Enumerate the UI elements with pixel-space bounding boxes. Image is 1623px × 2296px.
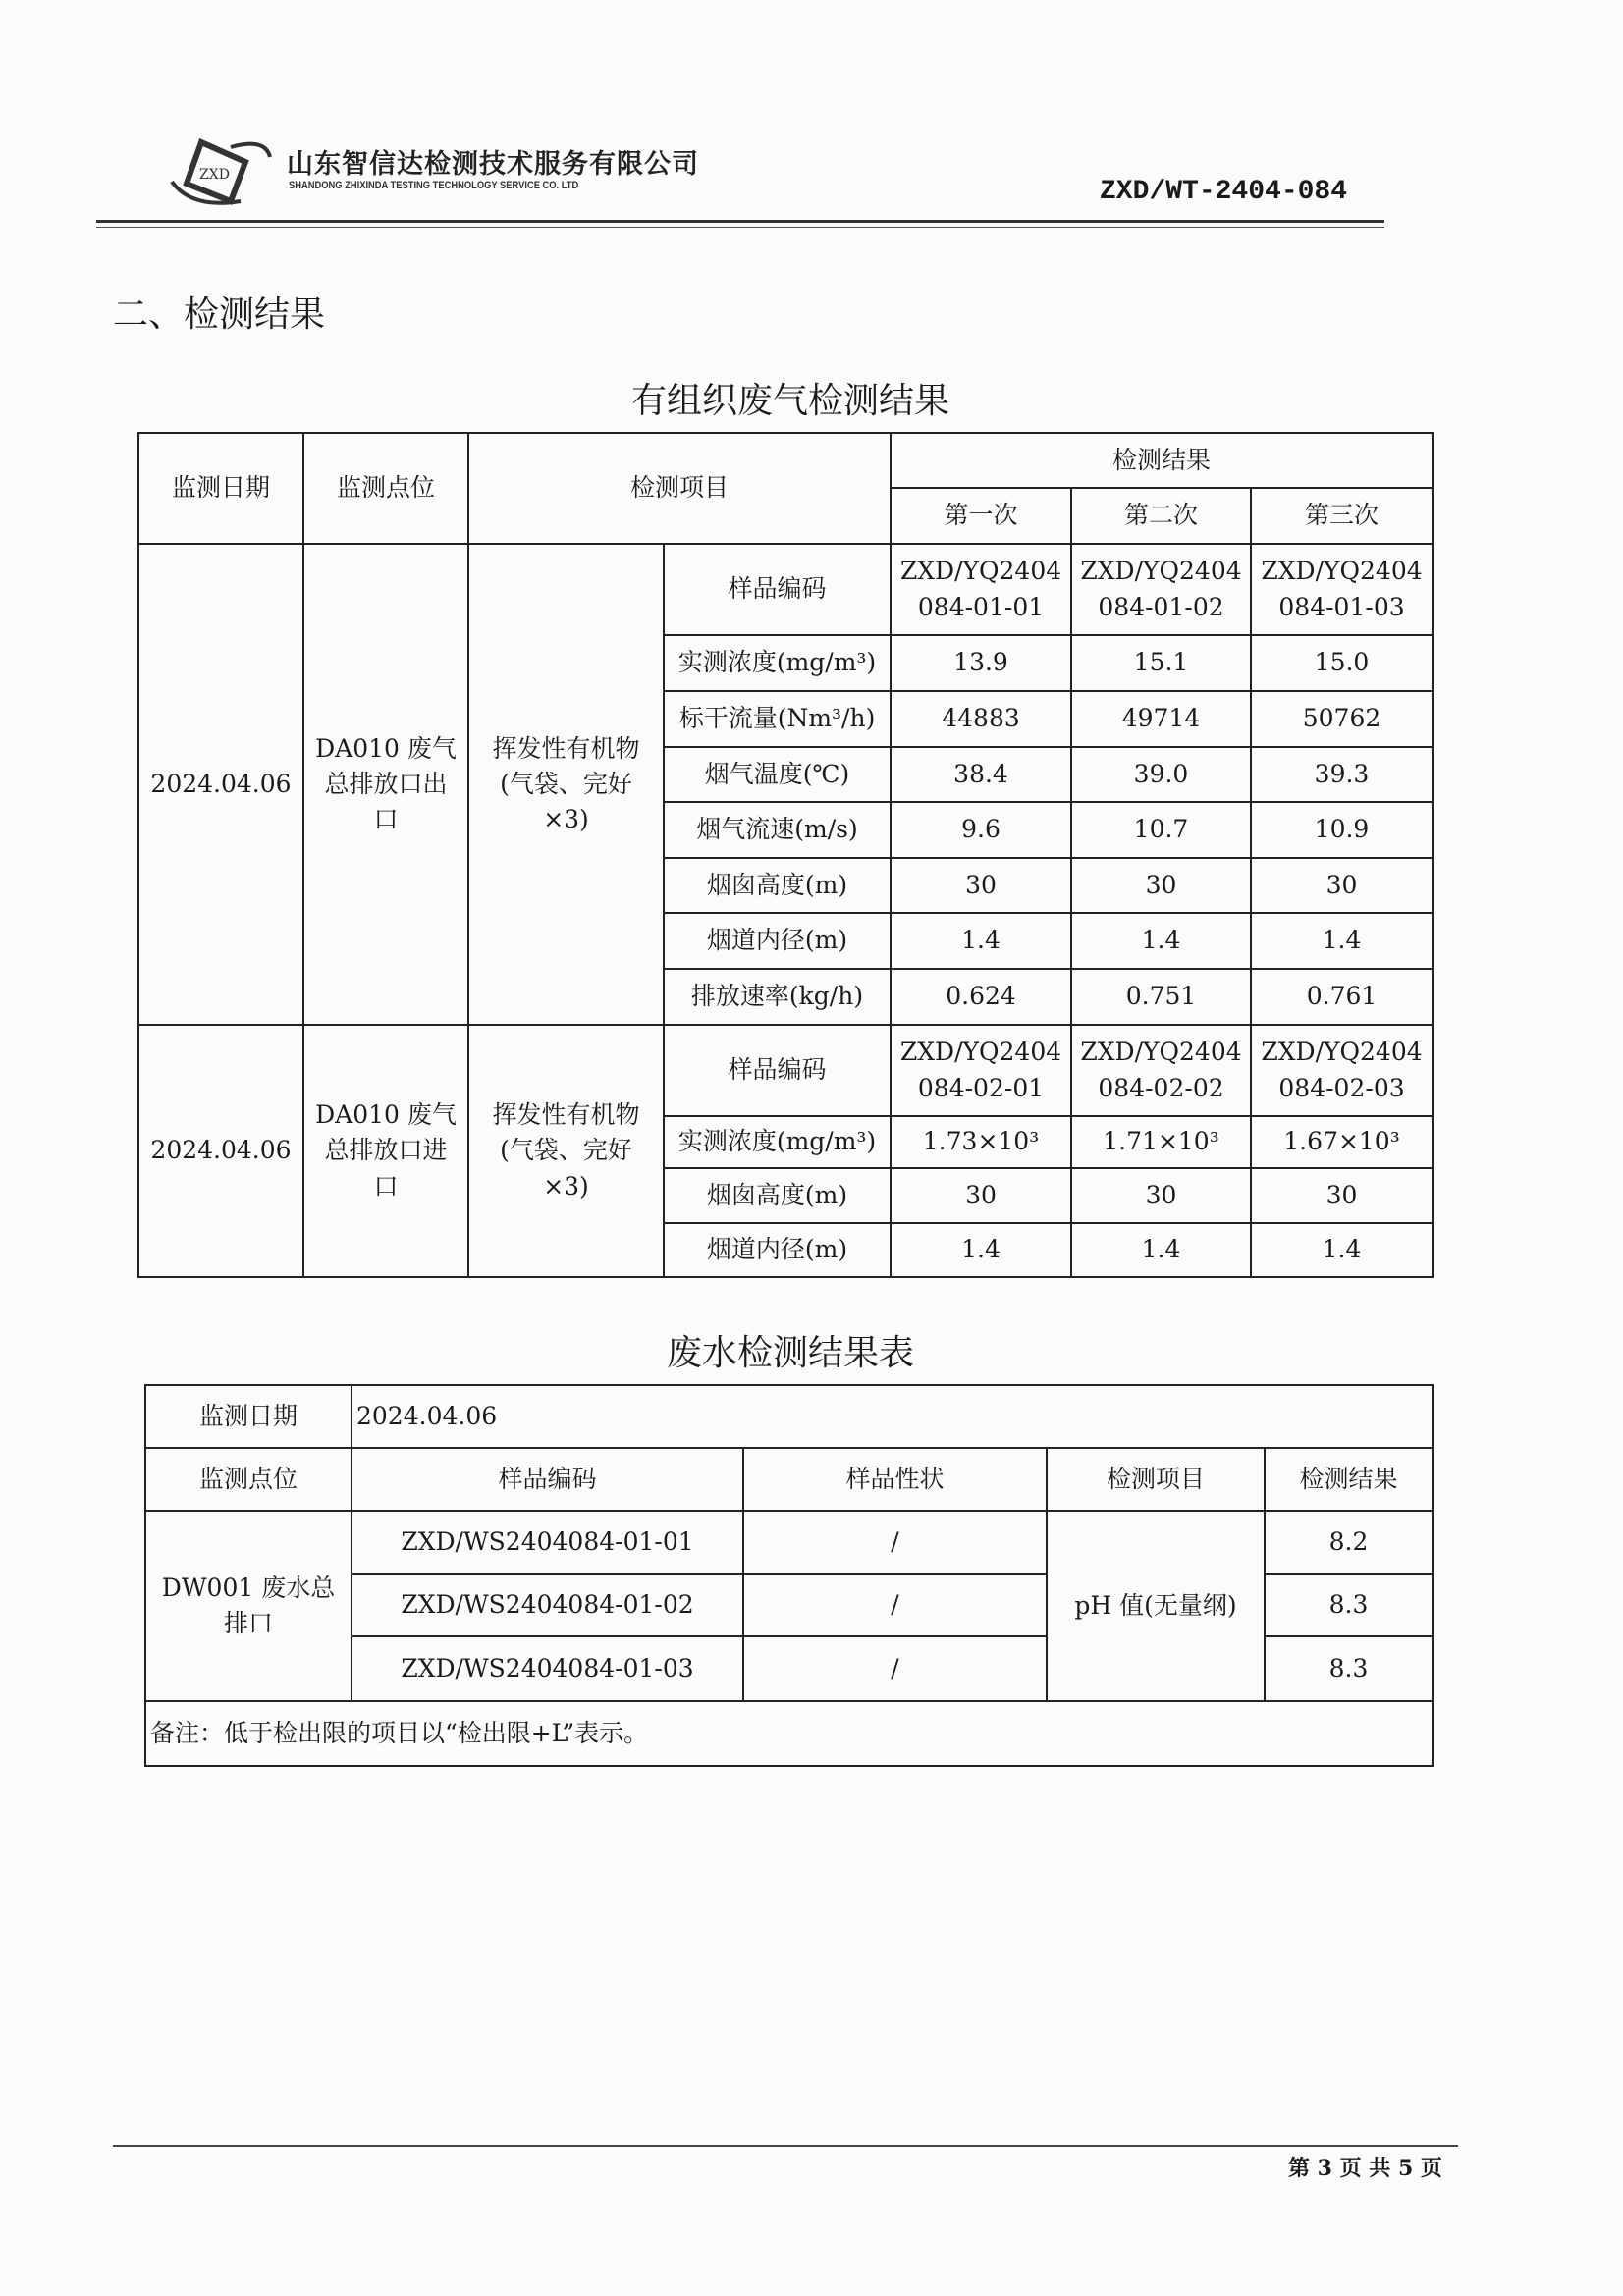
- footer-divider: [113, 2145, 1458, 2147]
- parameter-name: 排放速率(kg/h): [664, 969, 891, 1025]
- company-logo-icon: [162, 133, 280, 211]
- sample-code: ZXD/WS2404084-01-01: [352, 1511, 743, 1574]
- header-point: 监测点位: [303, 433, 468, 544]
- result-value: 1.71×10³: [1071, 1116, 1251, 1168]
- date-label: 监测日期: [145, 1385, 352, 1448]
- note: 备注：低于检出限的项目以“检出限+L”表示。: [145, 1701, 1433, 1766]
- result-value: 15.1: [1071, 635, 1251, 691]
- sample-code: ZXD/WS2404084-01-02: [352, 1574, 743, 1636]
- header-first: 第一次: [891, 488, 1071, 544]
- result-value: 38.4: [891, 747, 1071, 802]
- parameter-name: 标干流量(Nm³/h): [664, 691, 891, 747]
- header-item: 检测项目: [1047, 1448, 1265, 1511]
- sample-code: ZXD/WS2404084-01-03: [352, 1636, 743, 1701]
- header-point: 监测点位: [145, 1448, 352, 1511]
- result-value: 44883: [891, 691, 1071, 747]
- result-value: 10.9: [1251, 802, 1433, 858]
- test-result: 8.3: [1265, 1636, 1433, 1701]
- parameter-name: 烟气流速(m/s): [664, 802, 891, 858]
- header-date: 监测日期: [138, 433, 303, 544]
- test-result: 8.2: [1265, 1511, 1433, 1574]
- result-value: 15.0: [1251, 635, 1433, 691]
- result-value: ZXD/YQ2404084-01-03: [1251, 544, 1433, 635]
- monitor-point: DA010 废气总排放口进口: [303, 1025, 468, 1277]
- header-state: 样品性状: [743, 1448, 1047, 1511]
- svg-text:ZXD: ZXD: [199, 167, 230, 183]
- header-third: 第三次: [1251, 488, 1433, 544]
- header-code: 样品编码: [352, 1448, 743, 1511]
- date-value: 2024.04.06: [352, 1385, 1433, 1448]
- water-results-table: [144, 1384, 1434, 1767]
- header-results: 检测结果: [891, 433, 1433, 488]
- result-value: 13.9: [891, 635, 1071, 691]
- result-value: 30: [1251, 858, 1433, 913]
- result-value: 39.3: [1251, 747, 1433, 802]
- water-table-title: 废水检测结果表: [666, 1333, 914, 1373]
- section-title: 二、检测结果: [113, 294, 326, 335]
- result-value: 1.4: [891, 1223, 1071, 1277]
- test-item: 挥发性有机物(气袋、完好×3): [468, 544, 664, 1025]
- result-value: ZXD/YQ2404084-02-02: [1071, 1025, 1251, 1116]
- gas-results-table: [137, 432, 1434, 1278]
- parameter-name: 烟道内径(m): [664, 913, 891, 969]
- result-value: ZXD/YQ2404084-02-01: [891, 1025, 1071, 1116]
- result-value: 0.751: [1071, 969, 1251, 1025]
- result-value: 1.4: [1071, 913, 1251, 969]
- company-name-en: SHANDONG ZHIXINDA TESTING TECHNOLOGY SERVICE CO. LTD: [289, 180, 579, 191]
- parameter-name: 实测浓度(mg/m³): [664, 1116, 891, 1168]
- result-value: ZXD/YQ2404084-01-02: [1071, 544, 1251, 635]
- sample-state: /: [743, 1574, 1047, 1636]
- result-value: 49714: [1071, 691, 1251, 747]
- sample-state: /: [743, 1636, 1047, 1701]
- monitor-date: 2024.04.06: [138, 544, 303, 1025]
- sample-state: /: [743, 1511, 1047, 1574]
- result-value: 30: [891, 858, 1071, 913]
- sampling-point: DW001 废水总排口: [145, 1511, 352, 1701]
- result-value: ZXD/YQ2404084-02-03: [1251, 1025, 1433, 1116]
- result-value: 1.67×10³: [1251, 1116, 1433, 1168]
- header-divider: [96, 220, 1384, 228]
- result-value: 1.4: [1251, 913, 1433, 969]
- page-number: 第 3 页 共 5 页: [1288, 2156, 1442, 2181]
- test-result: 8.3: [1265, 1574, 1433, 1636]
- parameter-name: 烟囱高度(m): [664, 858, 891, 913]
- parameter-name: 样品编码: [664, 1025, 891, 1116]
- parameter-name: 实测浓度(mg/m³): [664, 635, 891, 691]
- result-value: 10.7: [1071, 802, 1251, 858]
- monitor-point: DA010 废气总排放口出口: [303, 544, 468, 1025]
- header-item: 检测项目: [468, 433, 891, 544]
- result-value: 30: [1071, 858, 1251, 913]
- header-second: 第二次: [1071, 488, 1251, 544]
- result-value: 50762: [1251, 691, 1433, 747]
- parameter-name: 样品编码: [664, 544, 891, 635]
- result-value: 39.0: [1071, 747, 1251, 802]
- result-value: 1.73×10³: [891, 1116, 1071, 1168]
- result-value: 0.624: [891, 969, 1071, 1025]
- parameter-name: 烟气温度(℃): [664, 747, 891, 802]
- table-row: [138, 544, 1433, 635]
- monitor-date: 2024.04.06: [138, 1025, 303, 1277]
- result-value: ZXD/YQ2404084-01-01: [891, 544, 1071, 635]
- header-result: 检测结果: [1265, 1448, 1433, 1511]
- result-value: 30: [1251, 1168, 1433, 1223]
- result-value: 9.6: [891, 802, 1071, 858]
- gas-table-title: 有组织废气检测结果: [630, 381, 949, 421]
- company-name-cn: 山东智信达检测技术服务有限公司: [287, 149, 699, 180]
- result-value: 1.4: [1251, 1223, 1433, 1277]
- result-value: 30: [1071, 1168, 1251, 1223]
- table-row: [138, 1025, 1433, 1116]
- result-value: 0.761: [1251, 969, 1433, 1025]
- test-item: 挥发性有机物(气袋、完好×3): [468, 1025, 664, 1277]
- result-value: 1.4: [1071, 1223, 1251, 1277]
- result-value: 1.4: [891, 913, 1071, 969]
- parameter-name: 烟囱高度(m): [664, 1168, 891, 1223]
- document-number: ZXD/WT-2404-084: [1100, 177, 1348, 207]
- result-value: 30: [891, 1168, 1071, 1223]
- test-item: pH 值(无量纲): [1047, 1511, 1265, 1701]
- parameter-name: 烟道内径(m): [664, 1223, 891, 1277]
